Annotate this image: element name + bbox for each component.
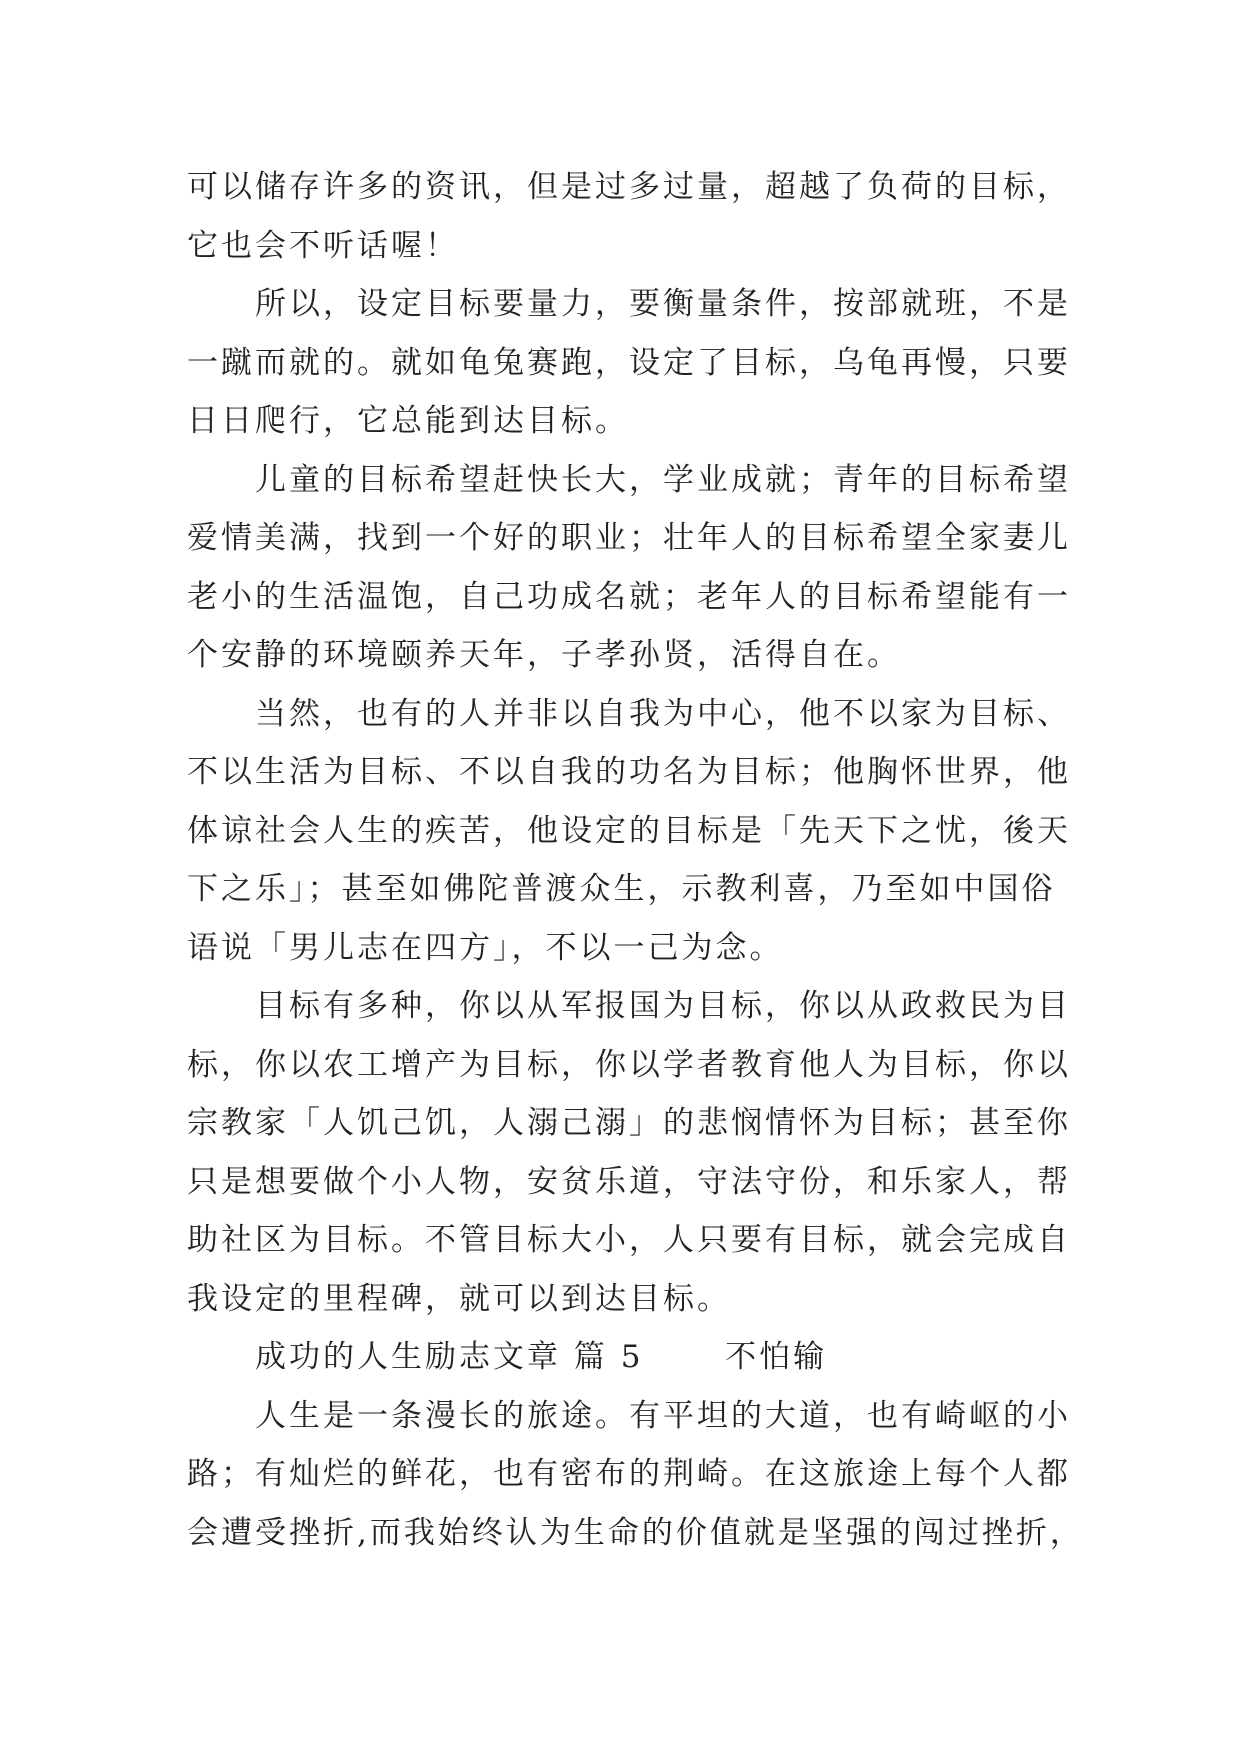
paragraph <box>187 685 1071 978</box>
text-line: 标，你以农工增产为目标，你以学者教育他人为目标，你以 <box>187 1046 1071 1083</box>
paragraph <box>187 275 1071 451</box>
text-line: 它也会不听话喔！ <box>187 227 459 264</box>
text-line: 语说「男儿志在四方」，不以一己为念。 <box>187 929 784 966</box>
text-line: 一蹴而就的。就如龟兔赛跑，设定了目标，乌龟再慢，只要 <box>187 344 1071 381</box>
text-line: 日日爬行，它总能到达目标。 <box>187 403 629 439</box>
text-line: 体谅社会人生的疾苦，他设定的目标是「先天下之忧，後天 <box>187 812 1071 849</box>
text-line: 只是想要做个小人物，安贫乐道，守法守份，和乐家人，帮 <box>187 1163 1071 1200</box>
text-line: 儿童的目标希望赶快长大，学业成就；青年的目标希望 <box>255 461 1071 498</box>
text-line: 我设定的里程碑，就可以到达目标。 <box>187 1280 731 1317</box>
text-line: 不以生活为目标、不以自我的功名为目标；他胸怀世界，他 <box>187 754 1071 790</box>
text-line: 可以储存许多的资讯，但是过多过量，超越了负荷的目标， <box>187 169 1071 205</box>
text-line: 路；有灿烂的鲜花，也有密布的荆崎。在这旅途上每个人都 <box>187 1456 1071 1492</box>
text-line: 宗教家「人饥己饥，人溺己溺」的悲悯情怀为目标；甚至你 <box>187 1105 1071 1141</box>
text-line: 个安静的环境颐养天年，子孝孙贤，活得自在。 <box>187 637 901 673</box>
text-line: 会遭受挫折,而我始终认为生命的价值就是坚强的闯过挫折， <box>187 1514 1084 1551</box>
text-line: 目标有多种，你以从军报国为目标，你以从政救民为目 <box>255 988 1071 1024</box>
paragraph <box>187 158 1071 275</box>
text-line: 当然，也有的人并非以自我为中心，他不以家为目标、 <box>255 695 1071 732</box>
text-line: 所以，设定目标要量力，要衡量条件，按部就班，不是 <box>255 286 1071 322</box>
paragraph <box>187 977 1071 1328</box>
section-title: 成功的人生励志文章 <box>255 1339 561 1375</box>
text-line: 下之乐」；甚至如佛陀普渡众生，示教利喜，乃至如中国俗 <box>187 871 1056 907</box>
paragraph <box>187 1387 1084 1563</box>
section-chapter: 篇 5 <box>573 1339 644 1375</box>
text-line: 爱情美满，找到一个好的职业；壮年人的目标希望全家妻儿 <box>187 520 1071 556</box>
text-line: 人生是一条漫长的旅途。有平坦的大道，也有崎岖的小 <box>255 1397 1071 1434</box>
paragraph <box>187 451 1071 685</box>
document-body <box>187 158 1084 1562</box>
section-heading <box>187 1328 1047 1387</box>
text-line: 老小的生活温饱，自己功成名就；老年人的目标希望能有一 <box>187 578 1071 615</box>
text-line: 助社区为目标。不管目标大小，人只要有目标，就会完成自 <box>187 1222 1071 1258</box>
section-subtitle: 不怕输 <box>725 1339 828 1375</box>
